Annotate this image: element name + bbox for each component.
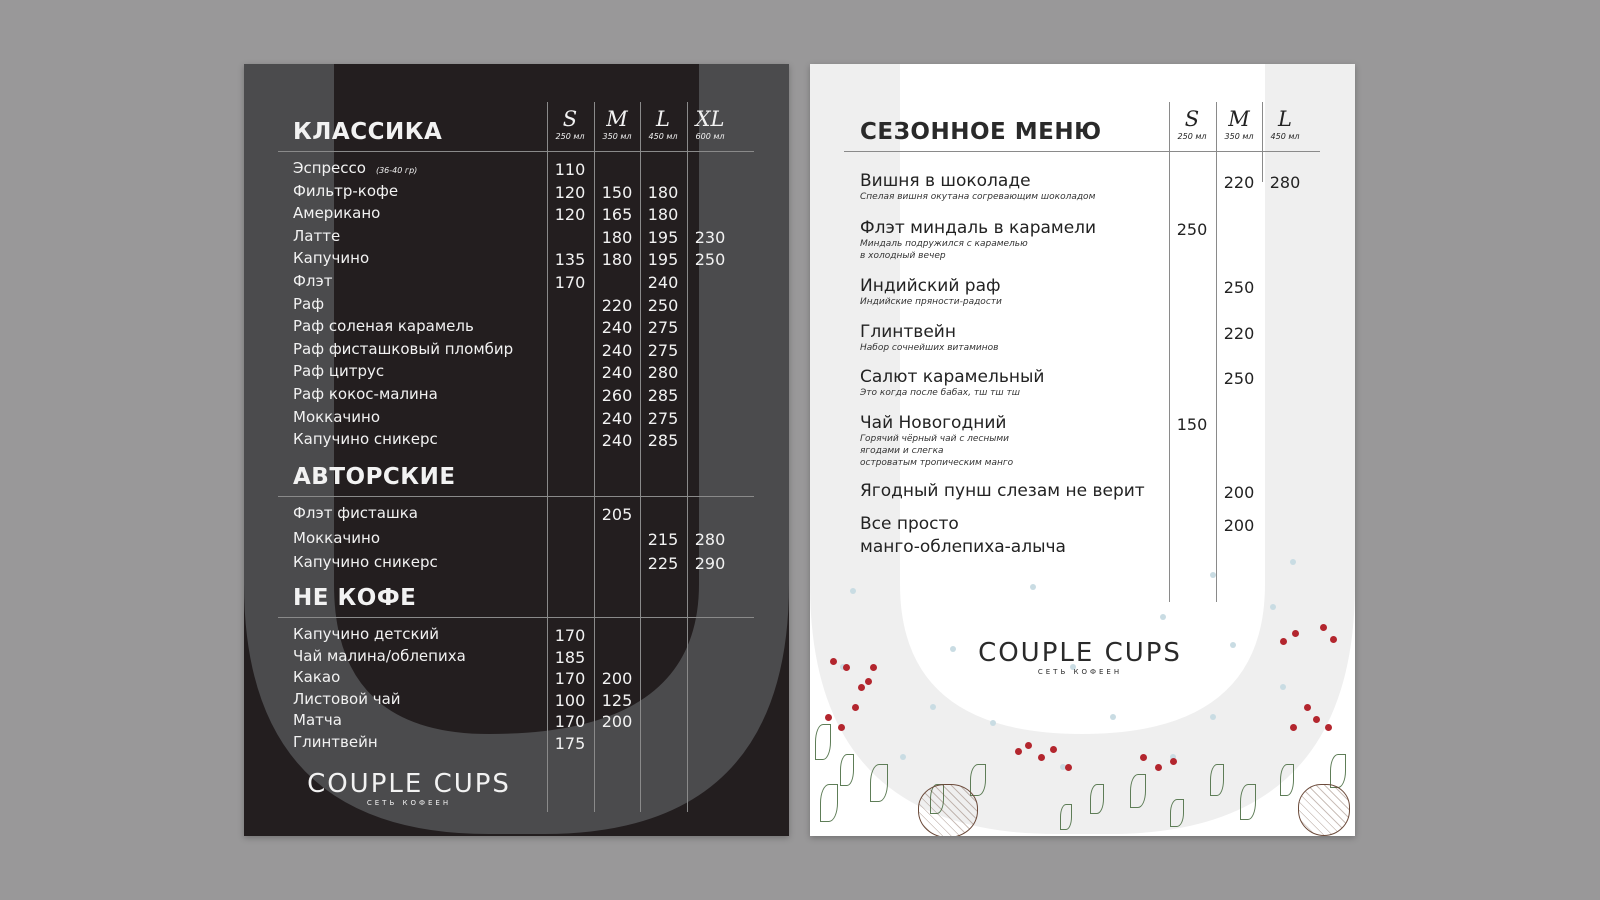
item-price: 220 — [601, 295, 633, 315]
item-price: 170 — [554, 669, 586, 688]
berry — [1140, 754, 1147, 761]
section-divider — [278, 151, 754, 152]
menu-item-name — [293, 249, 369, 267]
menu-item-name — [293, 529, 380, 547]
menu-item-name — [293, 733, 378, 751]
item-name: Капучино детский — [293, 625, 440, 643]
snow-dot — [1280, 684, 1286, 690]
berry — [1280, 638, 1287, 645]
item-price: 170 — [554, 712, 586, 731]
item-price: 240 — [647, 273, 679, 292]
size-volume: 350 мл — [602, 132, 632, 141]
leaf — [1170, 799, 1184, 827]
item-price: 240 — [601, 318, 633, 338]
item-name: Фильтр-кофе — [293, 181, 399, 200]
item-price: 125 — [601, 690, 633, 710]
snow-dot — [990, 720, 996, 726]
item-description: Набор сочнейших витаминов — [860, 343, 999, 353]
menu-item-name: Ягодный пунш слезам не верит — [860, 481, 1145, 501]
menu-item-name — [293, 504, 418, 522]
item-name: Моккачино — [293, 407, 381, 426]
leaf — [970, 764, 986, 796]
item-price: 150 — [601, 182, 633, 202]
berry — [858, 684, 865, 691]
menu-item-name: Салют карамельный — [860, 367, 1045, 387]
item-description: Спелая вишня окутана согревающим шоколадом — [860, 192, 1096, 202]
size-volume: 450 мл — [1270, 132, 1300, 141]
item-price: 100 — [554, 690, 586, 710]
menu-item-name: Вишня в шоколаде — [860, 171, 1031, 191]
item-price: 290 — [694, 554, 726, 573]
berry — [830, 658, 837, 665]
item-name: Капучино сникерс — [293, 553, 438, 571]
item-price: 215 — [647, 529, 679, 549]
item-price: 275 — [647, 340, 679, 360]
item-price: 250 — [1223, 278, 1255, 297]
berry — [838, 724, 845, 731]
leaf — [840, 754, 854, 786]
menu-item-name — [293, 690, 401, 708]
size-volume: 350 мл — [1224, 132, 1254, 141]
berry — [852, 704, 859, 711]
winter-botanical-decoration — [810, 64, 1355, 836]
snow-dot — [1160, 614, 1166, 620]
snow-dot — [1290, 559, 1296, 565]
item-price: 195 — [647, 250, 679, 270]
item-price: 250 — [694, 250, 726, 270]
berry — [865, 678, 872, 685]
leaf — [1210, 764, 1224, 796]
snow-dot — [1030, 584, 1036, 590]
item-description: Миндаль подружился с карамелью в холодный вечер — [860, 239, 1028, 261]
berry — [1050, 746, 1057, 753]
seasonal-menu-sheet — [810, 64, 1355, 836]
item-price: 200 — [1223, 483, 1255, 502]
berry — [870, 664, 877, 671]
item-price: 200 — [1223, 516, 1255, 535]
item-price: 260 — [601, 386, 633, 405]
item-price: 280 — [694, 529, 726, 549]
menu-item-name — [293, 647, 466, 665]
menu-item-name: Флэт миндаль в карамели — [860, 218, 1097, 238]
size-label: L — [1278, 107, 1292, 131]
size-label: S — [562, 107, 578, 131]
item-price: 180 — [647, 205, 679, 225]
item-price: 240 — [601, 408, 633, 428]
size-volume: 600 мл — [695, 132, 725, 141]
item-name: Глинтвейн — [293, 732, 378, 751]
size-header — [640, 106, 686, 142]
item-price: 220 — [1223, 324, 1255, 343]
size-label: M — [606, 107, 628, 131]
leaf — [820, 784, 838, 822]
snow-dot — [1230, 642, 1236, 648]
menu-item-name — [293, 385, 438, 403]
item-price: 220 — [1223, 173, 1255, 192]
item-name: Матча — [293, 711, 342, 729]
menu-item-name — [293, 317, 474, 335]
item-price: 225 — [647, 554, 679, 573]
leaf — [815, 724, 831, 760]
menu-item-name — [293, 711, 342, 729]
menu-item-name — [293, 362, 384, 380]
size-label: M — [1228, 107, 1250, 131]
berry — [843, 664, 850, 671]
leaf — [1060, 804, 1072, 830]
item-name: Эспрессо — [293, 159, 366, 177]
item-name: Моккачино — [293, 528, 381, 547]
item-name: Раф цитрус — [293, 362, 385, 381]
item-price: 280 — [1269, 173, 1301, 192]
size-header — [687, 106, 733, 142]
item-price: 165 — [601, 205, 633, 225]
menu-item-name — [293, 227, 340, 245]
menu-item-name — [293, 553, 438, 571]
size-label: L — [656, 107, 670, 131]
item-price: 240 — [601, 363, 633, 383]
item-name: Капучино сникерс — [293, 430, 438, 449]
menu-item-name — [293, 408, 380, 426]
item-price: 175 — [554, 733, 586, 753]
leaf — [1130, 774, 1146, 808]
item-price: 285 — [647, 386, 679, 405]
item-price: 200 — [601, 669, 633, 688]
item-name: Раф соленая карамель — [293, 317, 474, 336]
menu-item-name — [293, 182, 398, 200]
leaf — [1090, 784, 1104, 814]
item-price: 285 — [647, 431, 679, 451]
item-name: Флэт — [293, 272, 333, 290]
menu-item-name: Индийский раф — [860, 276, 1001, 296]
item-name: Чай малина/облепиха — [293, 646, 466, 665]
item-price: 180 — [601, 227, 633, 247]
item-price: 250 — [1176, 220, 1208, 239]
leaf — [1240, 784, 1256, 820]
logo-couple-cups: COUPLE CUPS СЕТЬ КОФЕЕН — [307, 769, 511, 807]
item-name: Американо — [293, 204, 381, 223]
menu-item-name — [293, 295, 324, 313]
size-header — [547, 106, 593, 142]
item-price: 200 — [601, 712, 633, 731]
item-price: 250 — [647, 295, 679, 315]
size-label: S — [1184, 107, 1200, 131]
menu-item-name — [293, 340, 513, 358]
size-volume: 250 мл — [1177, 132, 1207, 141]
snow-dot — [930, 704, 936, 710]
pine-cone — [918, 784, 978, 836]
size-label: XL — [695, 107, 725, 131]
leaf — [1330, 754, 1346, 788]
berry — [1025, 742, 1032, 749]
snow-dot — [850, 588, 856, 594]
menu-item-name — [293, 204, 380, 222]
item-price: 110 — [554, 160, 586, 179]
item-price: 120 — [554, 182, 586, 202]
snow-dot — [1110, 714, 1116, 720]
item-description: Горячий чёрный чай с лесными ягодами и слегка островатым тропическим манго — [860, 434, 1014, 468]
logo-couple-cups: COUPLE CUPS СЕТЬ КОФЕЕН — [978, 638, 1182, 676]
item-price: 205 — [601, 505, 633, 524]
item-price: 150 — [1176, 415, 1208, 434]
item-name: Капучино — [293, 249, 370, 268]
section-title: СЕЗОННОЕ МЕНЮ — [860, 119, 1102, 145]
snow-dot — [900, 754, 906, 760]
menu-item-name: Глинтвейн — [860, 322, 956, 342]
pine-cone — [1298, 784, 1350, 836]
item-price: 250 — [1223, 369, 1255, 388]
snow-dot — [1270, 604, 1276, 610]
item-price: 135 — [554, 250, 586, 270]
section-title: АВТОРСКИЕ — [293, 464, 456, 490]
berry — [1065, 764, 1072, 771]
berry — [1330, 636, 1337, 643]
item-name: Латте — [293, 226, 341, 245]
section-divider — [278, 496, 754, 497]
item-price: 275 — [647, 318, 679, 338]
section-title: КЛАССИКА — [293, 119, 443, 145]
menu-item-name: Чай Новогодний — [860, 413, 1007, 433]
menu-item-name: Все просто манго-облепиха-алыча — [860, 514, 1066, 557]
item-name: Раф — [293, 294, 325, 313]
item-price: 195 — [647, 227, 679, 247]
menu-item-name — [293, 159, 417, 177]
item-price: 170 — [554, 273, 586, 292]
item-price: 230 — [694, 227, 726, 247]
size-volume: 450 мл — [648, 132, 678, 141]
column-divider — [687, 102, 688, 812]
item-note: (36-40 гр) — [375, 166, 418, 175]
item-description: Это когда после бабах, тш тш тш — [860, 388, 1020, 398]
item-description: Индийские пряности-радости — [860, 297, 1002, 307]
item-price: 280 — [647, 363, 679, 383]
menu-item-name — [293, 625, 439, 643]
berry — [1320, 624, 1327, 631]
menu-item-name — [293, 668, 340, 686]
berry — [1170, 758, 1177, 765]
berry — [825, 714, 832, 721]
snow-dot — [950, 646, 956, 652]
item-name: Какао — [293, 668, 341, 686]
item-price: 180 — [647, 182, 679, 202]
section-title: НЕ КОФЕ — [293, 585, 417, 611]
item-price: 120 — [554, 205, 586, 225]
item-name: Раф фисташковый пломбир — [293, 339, 514, 358]
berry — [1304, 704, 1311, 711]
size-header — [594, 106, 640, 142]
item-price: 275 — [647, 408, 679, 428]
berry — [1325, 724, 1332, 731]
berry — [1038, 754, 1045, 761]
item-name: Раф кокос-малина — [293, 385, 438, 403]
berry — [1155, 764, 1162, 771]
item-price: 180 — [601, 250, 633, 270]
item-price: 170 — [554, 626, 586, 645]
snow-dot — [1210, 572, 1216, 578]
menu-item-name — [293, 272, 332, 290]
section-divider — [278, 617, 754, 618]
leaf — [870, 764, 888, 802]
item-price: 185 — [554, 647, 586, 667]
menu-item-name — [293, 430, 438, 448]
item-name: Листовой чай — [293, 689, 401, 708]
size-volume: 250 мл — [555, 132, 585, 141]
berry — [1290, 724, 1297, 731]
berry — [1313, 716, 1320, 723]
classic-menu-sheet — [244, 64, 789, 836]
item-name: Флэт фисташка — [293, 504, 418, 522]
berry — [1292, 630, 1299, 637]
item-price: 240 — [601, 431, 633, 451]
snow-dot — [1210, 714, 1216, 720]
item-price: 240 — [601, 340, 633, 360]
berry — [1015, 748, 1022, 755]
leaf — [1280, 764, 1294, 796]
